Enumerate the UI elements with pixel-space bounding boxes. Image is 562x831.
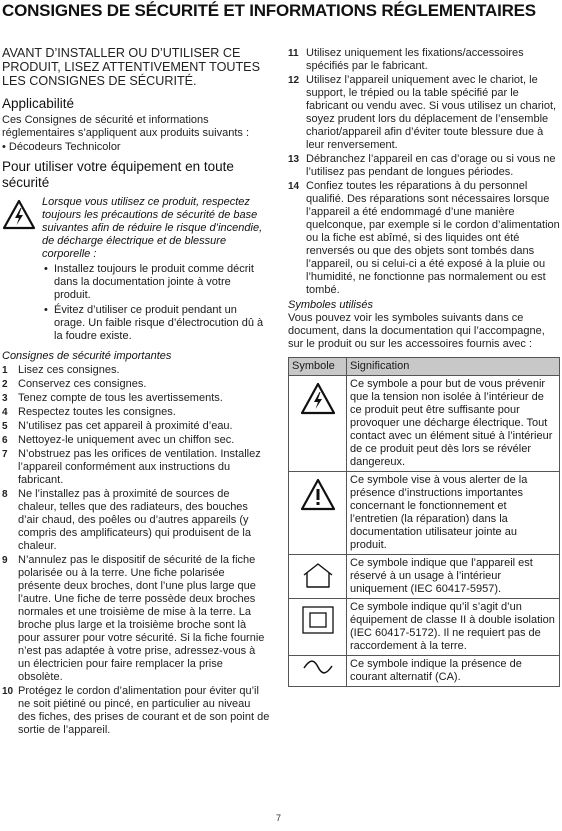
list-item <box>2 364 270 377</box>
warning-intro: Lorsque vous utilisez ce produit, respectez toujours les précautions de sécurité de base suivantes afin de réduire le risque d’incendie, de décharge électrique et de blessure corporelle : <box>42 196 263 260</box>
item-text: N’utilisez pas cet appareil à proximité d’eau. <box>18 420 233 432</box>
item-text: Conservez ces consignes. <box>18 378 147 390</box>
column-header-symbol: Symbole <box>289 358 347 376</box>
electric-shock-warning-icon <box>2 196 42 343</box>
item-text: Lisez ces consignes. <box>18 364 120 376</box>
house-indoor-icon <box>289 555 347 599</box>
item-number: 10 <box>2 686 14 697</box>
table-row <box>289 555 560 599</box>
list-item <box>288 74 560 152</box>
symbol-meaning: Ce symbole vise à vous alerter de la présence d’instructions importantes concernant le fonctionnement et l’entretien (la réparation) dans la documentation utilisateur jointe au produit. <box>347 472 560 555</box>
safe-use-heading: Pour utiliser votre équipement en toute sécurité <box>2 159 234 190</box>
symbols-table <box>288 357 560 687</box>
warning-bullet: • Évitez d’utiliser ce produit pendant un orage. Un faible risque d’électrocution dû à la foudre existe. <box>42 304 270 343</box>
item-text: Protégez le cordon d’alimentation pour éviter qu’il ne soit piétiné ou pincé, en particulier au niveau des fiches, des prises de courant et de son point de sortie de l’appareil. <box>18 685 270 736</box>
page-title: CONSIGNES DE SÉCURITÉ ET INFORMATIONS RÉGLEMENTAIRES <box>2 1 536 20</box>
item-number: 13 <box>288 154 300 165</box>
table-row <box>289 656 560 687</box>
item-number: 6 <box>2 435 8 446</box>
symbols-heading: Symboles utilisés <box>288 299 373 311</box>
warning-bullet-text: Installez toujours le produit comme décrit dans la documentation jointe à votre produit. <box>54 263 254 301</box>
list-item <box>2 420 270 433</box>
item-text: Utilisez l’appareil uniquement avec le chariot, le support, le trépied ou la table spécifié par le fabricant ou vendu avec. Si vous utilisez un chariot, soyez prudent lors du déplacement de l’ensemble chariot/appareil afin d’éviter toute blessure due à leur renversement. <box>306 74 557 151</box>
item-number: 3 <box>2 393 8 404</box>
double-square-class-ii-icon <box>289 599 347 656</box>
list-item <box>2 488 270 553</box>
applicability-heading: Applicabilité <box>2 96 75 111</box>
column-header-meaning: Signification <box>347 358 560 376</box>
list-item <box>2 378 270 391</box>
item-text: Utilisez uniquement les fixations/accessoires spécifiés par le fabricant. <box>306 47 524 72</box>
table-header-row <box>289 358 560 376</box>
symbol-meaning: Ce symbole a pour but de vous prévenir que la tension non isolée à l’intérieur de ce produit peut être suffisante pour provoquer une décharge électrique. Tout contact avec un élément situé à l’intérieur de ce produit peut dès lors se révéler dangereux. <box>347 376 560 472</box>
symbol-meaning: Ce symbole indique la présence de courant alternatif (CA). <box>347 656 560 687</box>
electric-shock-warning-icon <box>289 376 347 472</box>
item-number: 7 <box>2 449 8 460</box>
list-item <box>288 180 560 297</box>
item-text: N’obstruez pas les orifices de ventilation. Installez l’appareil conformément aux instructions du fabricant. <box>18 448 261 486</box>
item-text: Respectez toutes les consignes. <box>18 406 176 418</box>
item-text: Nettoyez-le uniquement avec un chiffon sec. <box>18 434 235 446</box>
item-number: 2 <box>2 379 8 390</box>
item-number: 8 <box>2 489 8 500</box>
list-item <box>2 434 270 447</box>
instructions-list-left <box>2 364 270 737</box>
item-text: Ne l’installez pas à proximité de sources de chaleur, telles que des radiateurs, des bouches d’air chaud, des poêles ou d’autres appareils (y compris des amplificateurs) qui produisent de la chaleur. <box>18 488 251 552</box>
list-item <box>288 153 560 179</box>
warning-bullet: • Installez toujours le produit comme décrit dans la documentation jointe à votre produit. <box>42 263 270 302</box>
list-item <box>2 406 270 419</box>
instructions-heading: Consignes de sécurité importantes <box>2 350 172 362</box>
item-text: Débranchez l’appareil en cas d’orage ou si vous ne l’utilisez pas pendant de longues périodes. <box>306 153 556 178</box>
table-row <box>289 376 560 472</box>
left-column <box>2 46 270 737</box>
page-number: 7 <box>276 813 282 823</box>
item-text: Tenez compte de tous les avertissements. <box>18 392 223 404</box>
item-number: 4 <box>2 407 8 418</box>
applicability-text: Ces Consignes de sécurité et informations réglementaires s’appliquent aux produits suivants : <box>2 114 250 139</box>
warning-block <box>2 196 270 343</box>
symbol-meaning: Ce symbole indique qu’il s’agit d’un équipement de classe II à double isolation (IEC 60417-5172). Il ne requiert pas de raccordement à la terre. <box>347 599 560 656</box>
warning-bullet-text: Évitez d’utiliser ce produit pendant un orage. Un faible risque d’électrocution dû à la foudre existe. <box>54 304 264 342</box>
applicability-bullet: • Décodeurs Technicolor <box>2 141 121 153</box>
symbols-intro: Vous pouvez voir les symboles suivants dans ce document, dans la documentation qui l’accompagne, sur le produit ou sur les accessoires fournis avec : <box>288 312 545 350</box>
list-item <box>2 685 270 737</box>
item-number: 1 <box>2 365 8 376</box>
instructions-list-right <box>288 47 560 297</box>
item-number: 12 <box>288 75 300 86</box>
table-row <box>289 599 560 656</box>
list-item <box>2 448 270 487</box>
item-number: 5 <box>2 421 8 432</box>
exclamation-warning-icon <box>289 472 347 555</box>
item-number: 14 <box>288 181 300 192</box>
item-text: N’annulez pas le dispositif de sécurité de la fiche polarisée ou à la terre. Une fiche polarisée présente deux broches, dont l’une plus large que l’autre. Une fiche de terre possède deux broches normales et une troisième de mise à la terre. La broche plus large et la troisième broche sont là pour assurer pour votre sécurité. Si la fiche fournie n’est pas adaptée à votre prise, adressez-vous à un électricien pour faire remplacer la prise obsolète. <box>18 554 265 683</box>
list-item <box>2 392 270 405</box>
list-item <box>288 47 560 73</box>
table-row <box>289 472 560 555</box>
item-number: 11 <box>288 48 299 59</box>
symbol-meaning: Ce symbole indique que l’appareil est réservé à un usage à l’intérieur uniquement (IEC 60417-5957). <box>347 555 560 599</box>
right-column <box>288 46 560 687</box>
item-number: 9 <box>2 555 8 566</box>
list-item <box>2 554 270 684</box>
item-text: Confiez toutes les réparations à du personnel qualifié. Des réparations sont nécessaires lorsque l’appareil a été endommagé d’une manière quelconque, par exemple si le cordon d’alimentation ou la fiche est abîmé, si des liquides ont été renversés ou que des objets sont tombés dans l’appareil, ou si celui-ci a été exposé à la pluie ou l’humidité, ne fonctionne pas normalement ou est tombé. <box>306 180 560 296</box>
intro-warning-caps: AVANT D’INSTALLER OU D’UTILISER CE PRODUIT, LISEZ ATTENTIVEMENT TOUTES LES CONSIGNES DE SÉCURITÉ. <box>2 46 260 88</box>
alternating-current-icon <box>289 656 347 687</box>
